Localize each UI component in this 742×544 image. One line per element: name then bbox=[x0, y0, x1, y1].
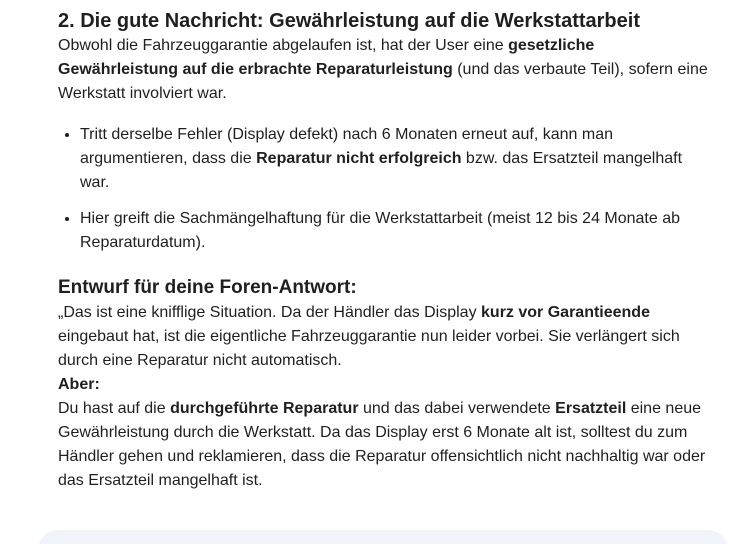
bullet-1-bold: Reparatur nicht erfolgreich bbox=[256, 150, 462, 167]
bullet-1-text-1: Tritt derselbe Fehler (Display defekt) nach 6 Monaten erneut auf, kann man argumentieren, dass die bbox=[80, 126, 614, 167]
aber-text-2: und das dabei verwendete bbox=[358, 400, 556, 417]
aber-text-1: Du hast auf die bbox=[58, 400, 171, 417]
quote-text-1: „Das ist eine knifflige Situation. Da der Händler das Display bbox=[58, 304, 482, 321]
list-item bbox=[80, 123, 708, 195]
quote-bold: kurz vor Garantieende bbox=[481, 304, 650, 321]
quote-paragraph bbox=[58, 301, 708, 373]
bullet-2-text: Hier greift die Sachmängelhaftung für die Werkstattarbeit (meist 12 bis 24 Monate ab Reparaturdatum). bbox=[80, 210, 681, 251]
intro-text-1: Obwohl die Fahrzeuggarantie abgelaufen ist, hat der User eine bbox=[58, 37, 509, 54]
list-item bbox=[80, 207, 708, 255]
bullet-1-text-2: bzw. das Ersatzteil mangelhaft war. bbox=[80, 150, 683, 191]
aber-bold-2: Ersatzteil bbox=[555, 400, 627, 417]
intro-bold: gesetzliche Gewährleistung auf die erbrachte Reparaturleistung bbox=[58, 37, 595, 78]
bullet-list bbox=[58, 123, 708, 255]
intro-text-2: (und das verbaute Teil), sofern eine Werkstatt involviert war. bbox=[58, 61, 708, 102]
aber-text-3: eine neue Gewährleistung durch die Werkstatt. Da das Display erst 6 Monate alt ist, solltest du zum Händler gehen und reklamieren, dass die Reparatur offensichtlich nicht nachhaltig war oder das Ersatzteil mangelhaft ist. bbox=[58, 400, 706, 489]
response-content bbox=[58, 0, 708, 530]
intro-paragraph bbox=[58, 34, 708, 106]
quote-text-2: eingebaut hat, ist die eigentliche Fahrzeuggarantie nun leider vorbei. Sie verlängert sich durch eine Reparatur nicht automatisch. bbox=[58, 328, 680, 369]
aber-label: Aber: bbox=[58, 376, 100, 393]
draft-heading: Entwurf für deine Foren-Antwort: bbox=[58, 277, 357, 298]
aber-paragraph bbox=[58, 373, 708, 493]
chat-input-bar[interactable] bbox=[38, 530, 728, 544]
aber-bold-1: durchgeführte Reparatur bbox=[170, 400, 359, 417]
section-heading: 2. Die gute Nachricht: Gewährleistung auf die Werkstattarbeit bbox=[58, 10, 640, 32]
